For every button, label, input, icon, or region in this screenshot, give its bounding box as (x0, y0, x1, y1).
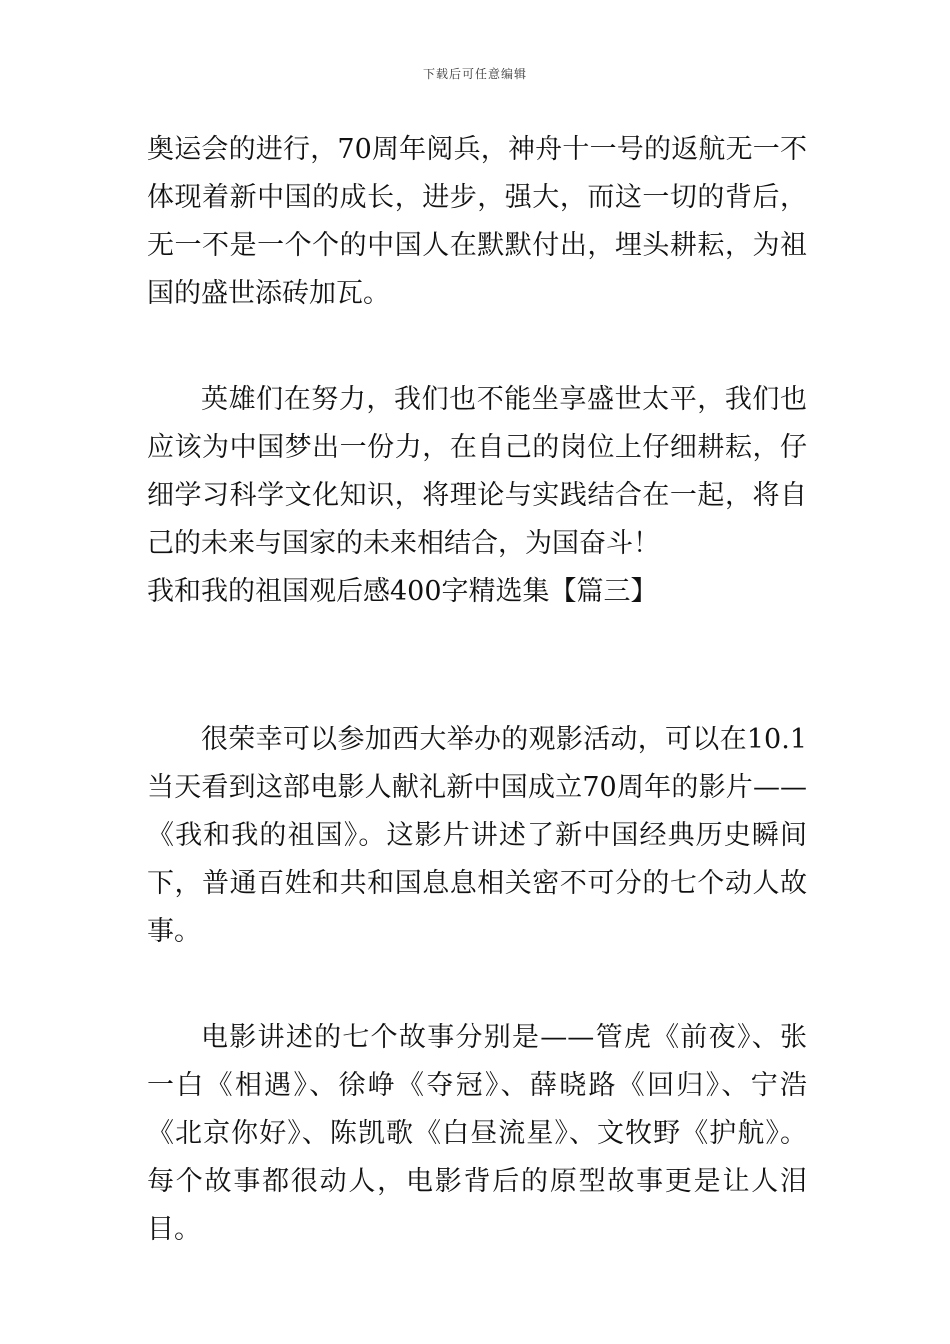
document-body (147, 126, 807, 1254)
page-header-note: 下载后可任意编辑 (422, 67, 527, 81)
section-title: 我和我的祖国观后感400字精选集【篇三】 (147, 576, 658, 607)
paragraph-3: 很荣幸可以参加西大举办的观影活动，可以在10.1当天看到这部电影人献礼新中国成立70周年的影片——《我和我的祖国》。这影片讲述了新中国经典历史瞬间下，普通百姓和共和国息息相关密不可分的七个动人故事。 (147, 724, 807, 947)
section-spacer (147, 616, 807, 716)
paragraph-2: 英雄们在努力，我们也不能坐享盛世太平，我们也应该为中国梦出一份力，在自己的岗位上仔细耕耘，仔细学习科学文化知识，将理论与实践结合在一起，将自己的未来与国家的未来相结合，为国奋斗！ (147, 384, 807, 559)
paragraph-1: 奥运会的进行，70周年阅兵，神舟十一号的返航无一不体现着新中国的成长，进步，强大，而这一切的背后，无一不是一个个的中国人在默默付出，埋头耕耘，为祖国的盛世添砖加瓦。 (147, 134, 807, 309)
paragraph-4: 电影讲述的七个故事分别是——管虎《前夜》、张一白《相遇》、徐峥《夺冠》、薛晓路《回归》、宁浩《北京你好》、陈凯歌《白昼流星》、文牧野《护航》。每个故事都很动人，电影背后的原型故事更是让人泪目。 (147, 1022, 807, 1245)
paragraph-spacer (147, 956, 807, 1014)
paragraph-spacer (147, 318, 807, 376)
